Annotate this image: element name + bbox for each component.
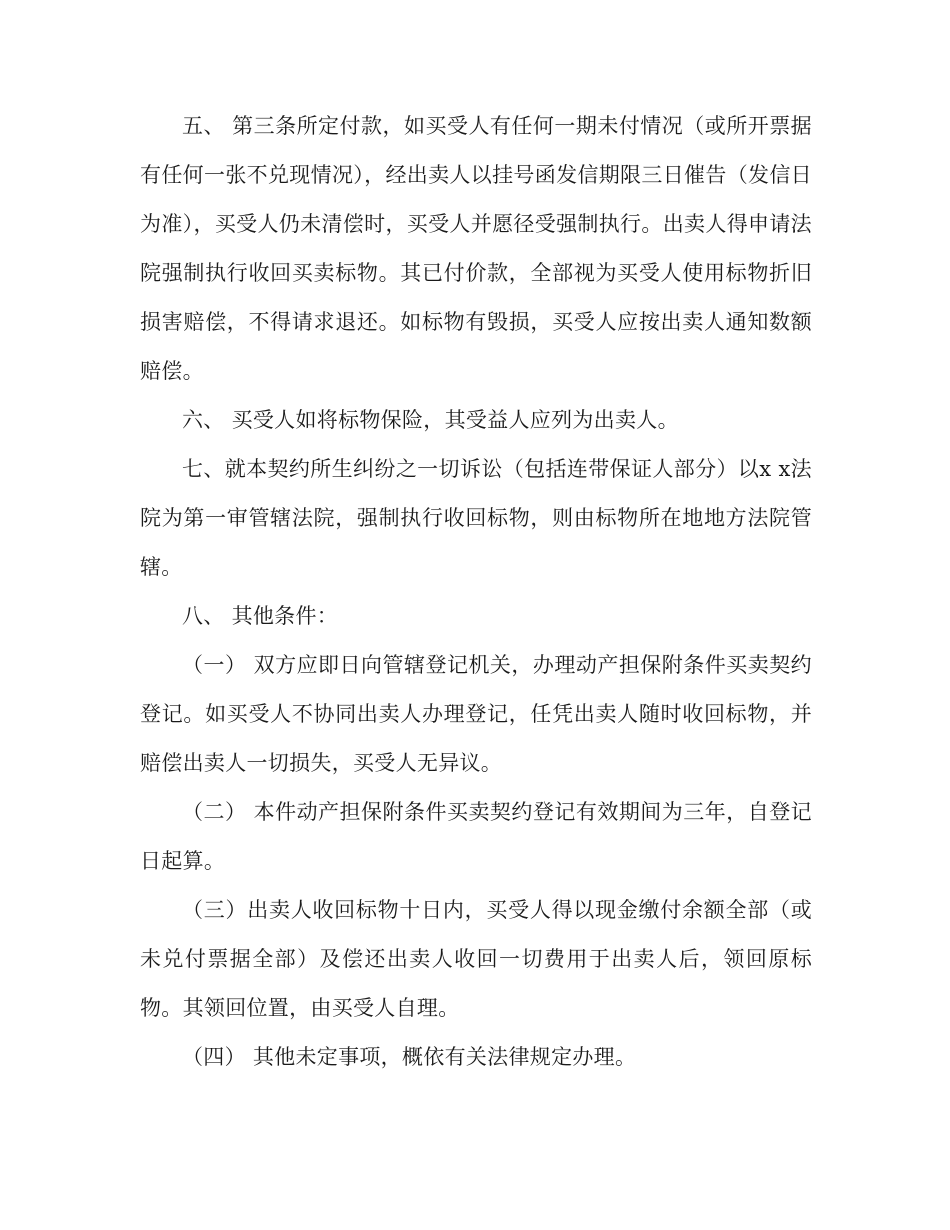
paragraph-eight-item-4: （四） 其他未定事项，概依有关法律规定办理。 xyxy=(182,1045,637,1069)
paragraph-six: 六、 买受人如将标物保险，其受益人应列为出卖人。 xyxy=(182,408,679,432)
paragraph-eight-item-3: （三）出卖人收回标物十日内，买受人得以现金缴付余额全部（或未兑付票据全部）及偿还出卖人收回一切费用于出卖人后，领回原标物。其领回位置，由买受人自理。 xyxy=(140,898,812,1020)
paragraph-seven: 七、就本契约所生纠纷之一切诉讼（包括连带保证人部分）以x x法院为第一审管辖法院，强制执行收回标物，则由标物所在地地方法院管辖。 xyxy=(140,457,812,579)
paragraph-eight: 八、 其他条件： xyxy=(182,604,339,628)
paragraph-eight-item-2: （二） 本件动产担保附条件买卖契约登记有效期间为三年，自登记日起算。 xyxy=(140,800,812,873)
document-body xyxy=(140,102,812,1082)
paragraph-eight-item-1: （一） 双方应即日向管辖登记机关，办理动产担保附条件买卖契约登记。如买受人不协同出卖人办理登记，任凭出卖人随时收回标物，并赔偿出卖人一切损失，买受人无异议。 xyxy=(140,653,812,775)
paragraph-five: 五、 第三条所定付款，如买受人有任何一期未付情况（或所开票据有任何一张不兑现情况），经出卖人以挂号函发信期限三日催告（发信日为准），买受人仍未清偿时，买受人并愿径受强制执行。出卖人得申请法院强制执行收回买卖标物。其已付价款，全部视为买受人使用标物折旧损害赔偿，不得请求退还。如标物有毁损，买受人应按出卖人通知数额赔偿。 xyxy=(140,114,812,383)
